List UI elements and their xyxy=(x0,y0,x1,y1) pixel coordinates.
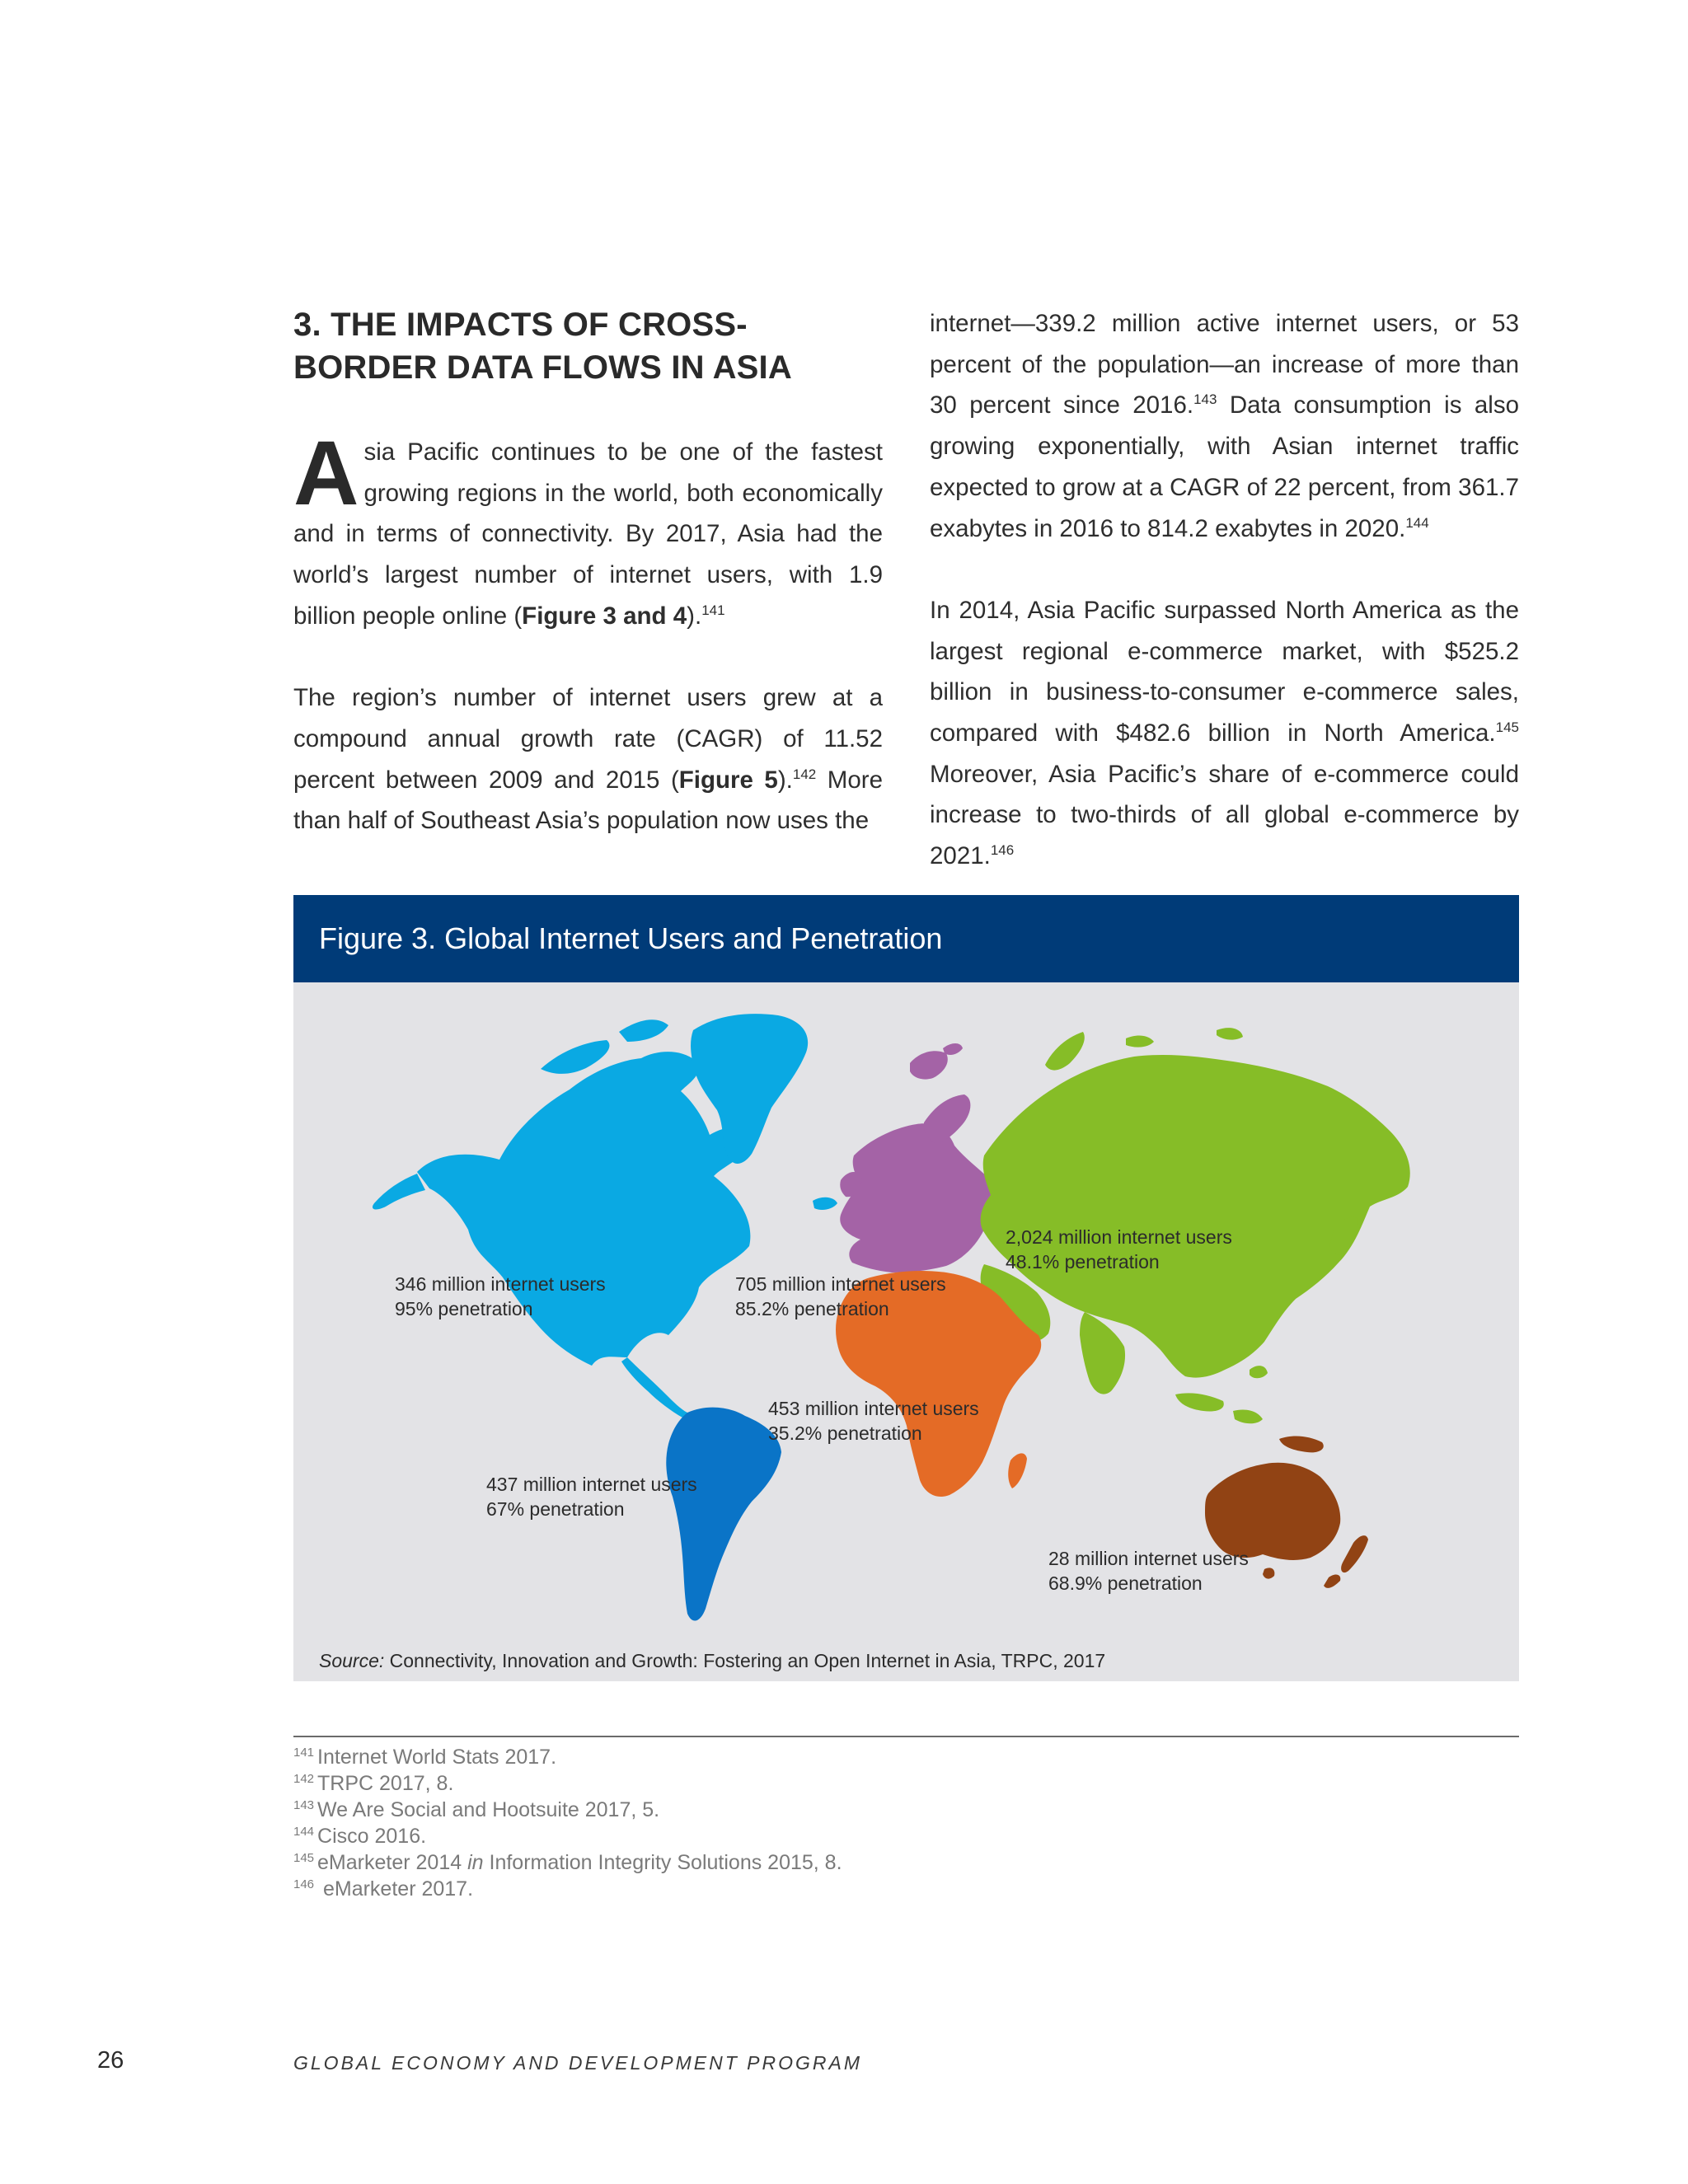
footnote-text: eMarketer 2014 xyxy=(317,1851,468,1874)
label-africa xyxy=(768,1396,979,1446)
penetration-rate: 67% penetration xyxy=(486,1498,625,1520)
footnote-number: 146 xyxy=(293,1877,315,1891)
footnote-142 xyxy=(293,1770,1519,1797)
section-heading xyxy=(293,303,883,389)
two-column-text xyxy=(293,303,1519,877)
footnote-number: 142 xyxy=(293,1771,315,1786)
footnote-text-italic: in xyxy=(467,1851,484,1874)
region-north-america-alaska xyxy=(373,1174,425,1209)
heading-line-1: 3. THE IMPACTS OF CROSS- xyxy=(293,307,748,343)
penetration-rate: 68.9% penetration xyxy=(1048,1572,1203,1594)
figure-title: Figure 3. Global Internet Users and Penetration xyxy=(293,895,1519,982)
right-column xyxy=(930,303,1519,877)
paragraph-text: Data consumption is also growing exponentially, with Asian internet traffic expected to grow at a CAGR of 22 percent, from 361.7 exabytes in 2016 to 814.2 exabytes in 2020. xyxy=(930,391,1519,542)
users-count: 705 million internet users xyxy=(735,1273,946,1295)
users-count: 437 million internet users xyxy=(486,1474,697,1495)
paragraph-text: In 2014, Asia Pacific surpassed North America as the largest regional e-commerce market, with $525.2 billion in business-to-consumer e-commerce sales, compared with $482.6 billion in North America. xyxy=(930,596,1519,748)
footnote-text: eMarketer 2017. xyxy=(317,1877,474,1900)
users-count: 2,024 million internet users xyxy=(1006,1226,1232,1248)
region-new-zealand xyxy=(1324,1535,1368,1588)
paragraph-3 xyxy=(930,303,1519,549)
footnote-number: 145 xyxy=(293,1850,315,1865)
region-europe xyxy=(840,1123,993,1272)
paragraph-2 xyxy=(293,677,883,841)
region-new-guinea xyxy=(1279,1436,1324,1453)
paragraph-text: sia Pacific continues to be one of the fastest growing regions in the world, both economically and in terms of connectivity. By 2017, Asia had the world’s largest number of internet users, with 1.9 billion people online ( xyxy=(293,438,883,630)
footnote-144 xyxy=(293,1823,1519,1849)
region-india xyxy=(1080,1312,1125,1394)
paragraph-text: More than half of Southeast Asia’s population now uses the xyxy=(293,766,883,835)
footnotes xyxy=(293,1736,1519,1902)
figure-3 xyxy=(293,895,1519,1681)
footnote-marker: 145 xyxy=(1495,719,1519,736)
paragraph-text: internet—339.2 million active internet users, or 53 percent of the population—an increase of more than 30 percent since 2016. xyxy=(930,310,1519,419)
paragraph-text: ). xyxy=(687,602,702,630)
label-north-america xyxy=(395,1272,606,1321)
source-text: Connectivity, Innovation and Growth: Fostering an Open Internet in Asia, TRPC, 2017 xyxy=(384,1650,1106,1671)
penetration-rate: 95% penetration xyxy=(395,1298,533,1319)
footnote-marker: 141 xyxy=(701,602,725,618)
footnote-number: 144 xyxy=(293,1824,315,1839)
footnote-number: 143 xyxy=(293,1797,315,1812)
heading-line-2: BORDER DATA FLOWS IN ASIA xyxy=(293,349,792,386)
footnote-marker: 146 xyxy=(990,842,1015,859)
drop-cap: A xyxy=(293,423,359,524)
footnote-text: Information Integrity Solutions 2015, 8. xyxy=(483,1851,842,1874)
label-asia-pacific xyxy=(1006,1225,1232,1274)
region-central-america xyxy=(621,1357,687,1418)
paragraph-1 xyxy=(293,423,883,637)
footnote-text: Internet World Stats 2017. xyxy=(317,1746,557,1769)
footnote-146 xyxy=(293,1876,1519,1902)
figure-reference: Figure 3 and 4 xyxy=(522,602,687,630)
footnote-text: TRPC 2017, 8. xyxy=(317,1772,454,1795)
footnote-text: We Are Social and Hootsuite 2017, 5. xyxy=(317,1798,660,1821)
label-europe xyxy=(735,1272,946,1321)
penetration-rate: 48.1% penetration xyxy=(1006,1251,1160,1272)
penetration-rate: 85.2% penetration xyxy=(735,1298,889,1319)
figure-source xyxy=(319,1648,1105,1673)
label-oceania xyxy=(1048,1546,1249,1596)
users-count: 453 million internet users xyxy=(768,1398,979,1419)
region-tasmania xyxy=(1263,1568,1274,1578)
footnote-marker: 142 xyxy=(792,766,817,782)
footnote-145 xyxy=(293,1849,1519,1876)
running-footer-title: GLOBAL ECONOMY AND DEVELOPMENT PROGRAM xyxy=(293,2052,862,2074)
footnote-141 xyxy=(293,1744,1519,1770)
penetration-rate: 35.2% penetration xyxy=(768,1422,922,1444)
region-scandinavia xyxy=(924,1094,971,1142)
paragraph-text: ). xyxy=(777,766,793,794)
region-svalbard xyxy=(910,1043,963,1080)
figure-reference: Figure 5 xyxy=(678,766,778,794)
footnote-143 xyxy=(293,1797,1519,1823)
left-column xyxy=(293,303,883,877)
page-number: 26 xyxy=(97,2047,124,2074)
source-label: Source: xyxy=(319,1650,385,1671)
footnote-marker: 143 xyxy=(1193,391,1217,408)
paragraph-4 xyxy=(930,590,1519,877)
region-iceland xyxy=(813,1197,837,1210)
region-madagascar xyxy=(1008,1453,1027,1488)
page-body xyxy=(293,303,1519,877)
label-south-america xyxy=(486,1472,697,1521)
users-count: 346 million internet users xyxy=(395,1273,606,1295)
footnote-text: Cisco 2016. xyxy=(317,1825,427,1848)
paragraph-text: Moreover, Asia Pacific’s share of e-commerce could increase to two-thirds of all global e-commerce by 2021. xyxy=(930,760,1519,870)
paragraph-text: The region’s number of internet users grew at a compound annual growth rate (CAGR) of 11.52 percent between 2009 and 2015 ( xyxy=(293,684,883,794)
footnote-marker: 144 xyxy=(1405,514,1429,531)
users-count: 28 million internet users xyxy=(1048,1548,1249,1569)
footnote-number: 141 xyxy=(293,1745,315,1760)
